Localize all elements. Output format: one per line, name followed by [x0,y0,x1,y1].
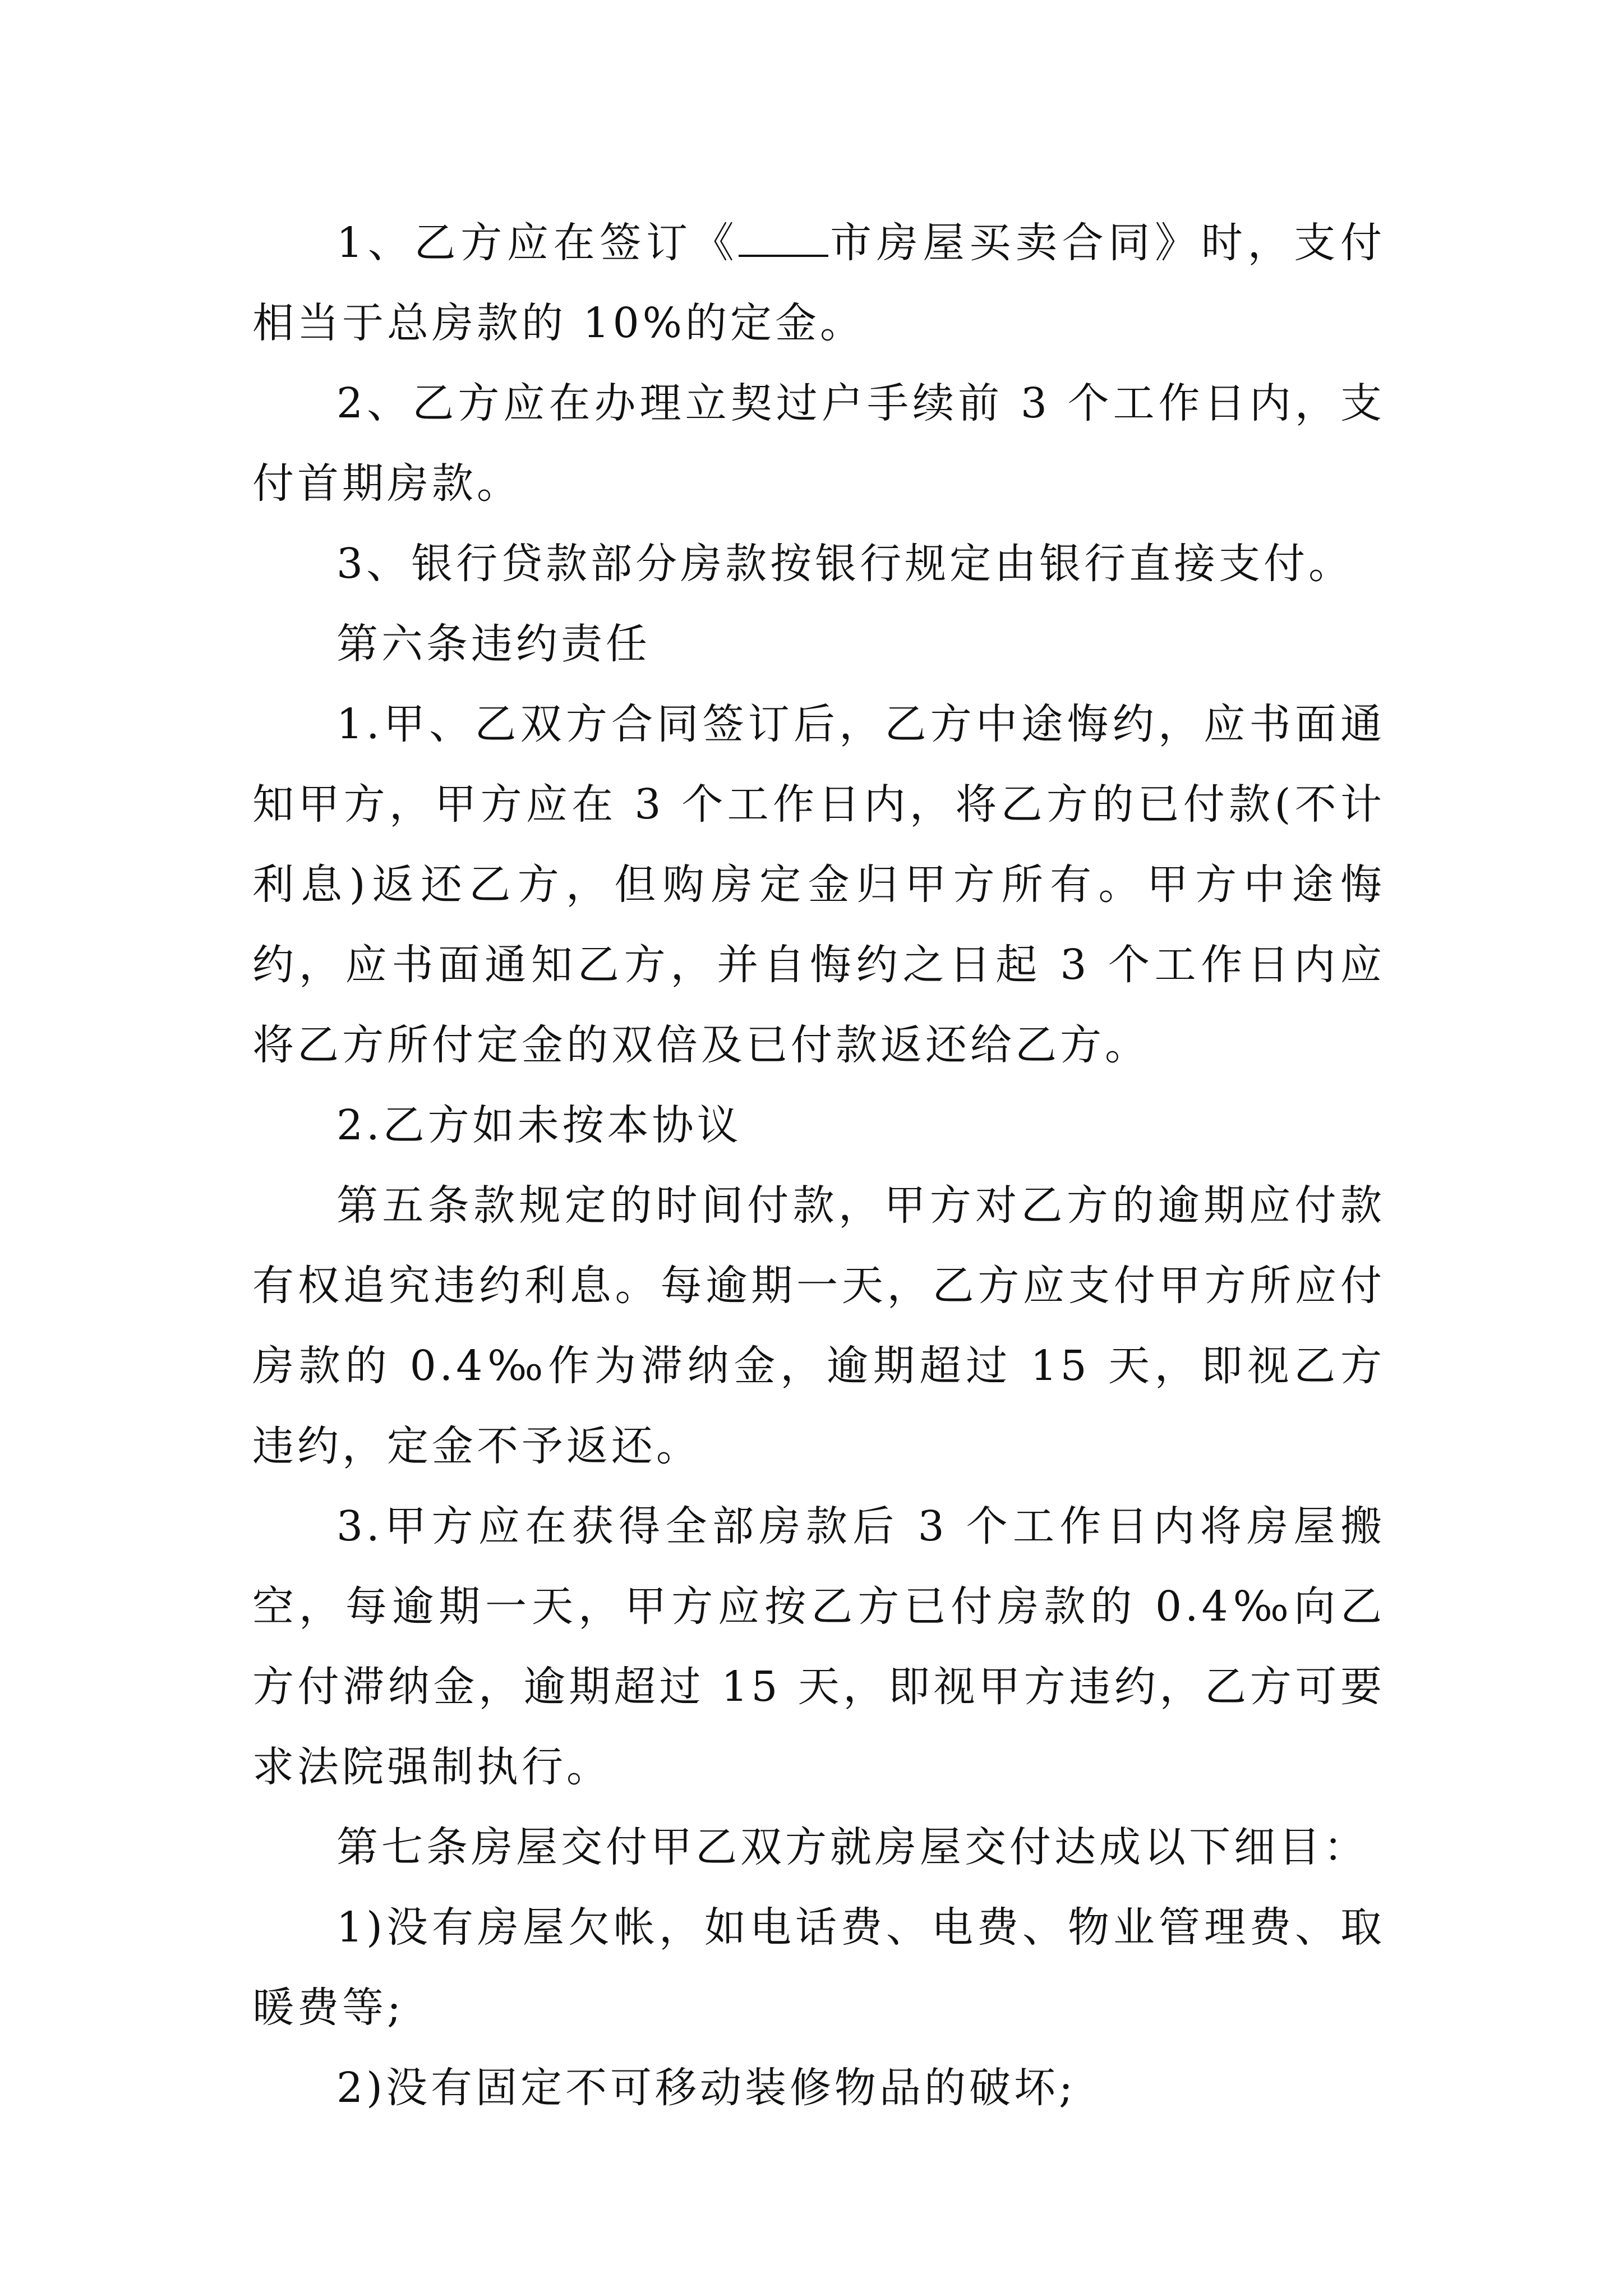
document-body [252,203,1385,2128]
article-6-item-1: 1.甲、乙双方合同签订后，乙方中途悔约，应书面通知甲方，甲方应在 3 个工作日内，将乙方的已付款(不计利息)返还乙方，但购房定金归甲方所有。甲方中途悔约，应书面通知乙方，并自悔约之日起 3 个工作日内应将乙方所付定金的双倍及已付款返还给乙方。 [252,700,1385,1069]
clause-3-paragraph: 3、银行贷款部分房款按银行规定由银行直接支付。 [336,540,1354,588]
article-7-heading: 第七条房屋交付甲乙双方就房屋交付达成以下细目： [336,1823,1368,1871]
clause-1-prefix: 1、乙方应在签订《 [336,219,739,267]
article-7-item-1: 1)没有房屋欠帐，如电话费、电费、物业管理费、取暖费等; [252,1903,1385,2032]
clause-2-paragraph: 2、乙方应在办理立契过户手续前 3 个工作日内，支付首期房款。 [252,379,1385,508]
article-7-item-2: 2)没有固定不可移动装修物品的破坏; [336,2064,1076,2112]
article-5-reference-paragraph: 第五条款规定的时间付款，甲方对乙方的逾期应付款有权追究违约利息。每逾期一天，乙方应支付甲方所应付房款的 0.4‰作为滞纳金，逾期超过 15 天，即视乙方违约，定金不予返还。 [252,1181,1385,1470]
article-6-heading: 第六条违约责任 [336,620,651,668]
article-6-item-3: 3.甲方应在获得全部房款后 3 个工作日内将房屋搬空，每逾期一天，甲方应按乙方已付房款的 0.4‰向乙方付滞纳金，逾期超过 15 天，即视甲方违约，乙方可要求法院强制执行。 [252,1502,1385,1791]
clause-1-suffix: 市房屋买卖合同》时，支付相当于总房款的 10%的定金。 [252,219,1385,347]
clause-1-paragraph [252,203,1385,364]
article-6-item-2: 2.乙方如未按本协议 [336,1101,742,1149]
city-blank-line [739,215,828,257]
